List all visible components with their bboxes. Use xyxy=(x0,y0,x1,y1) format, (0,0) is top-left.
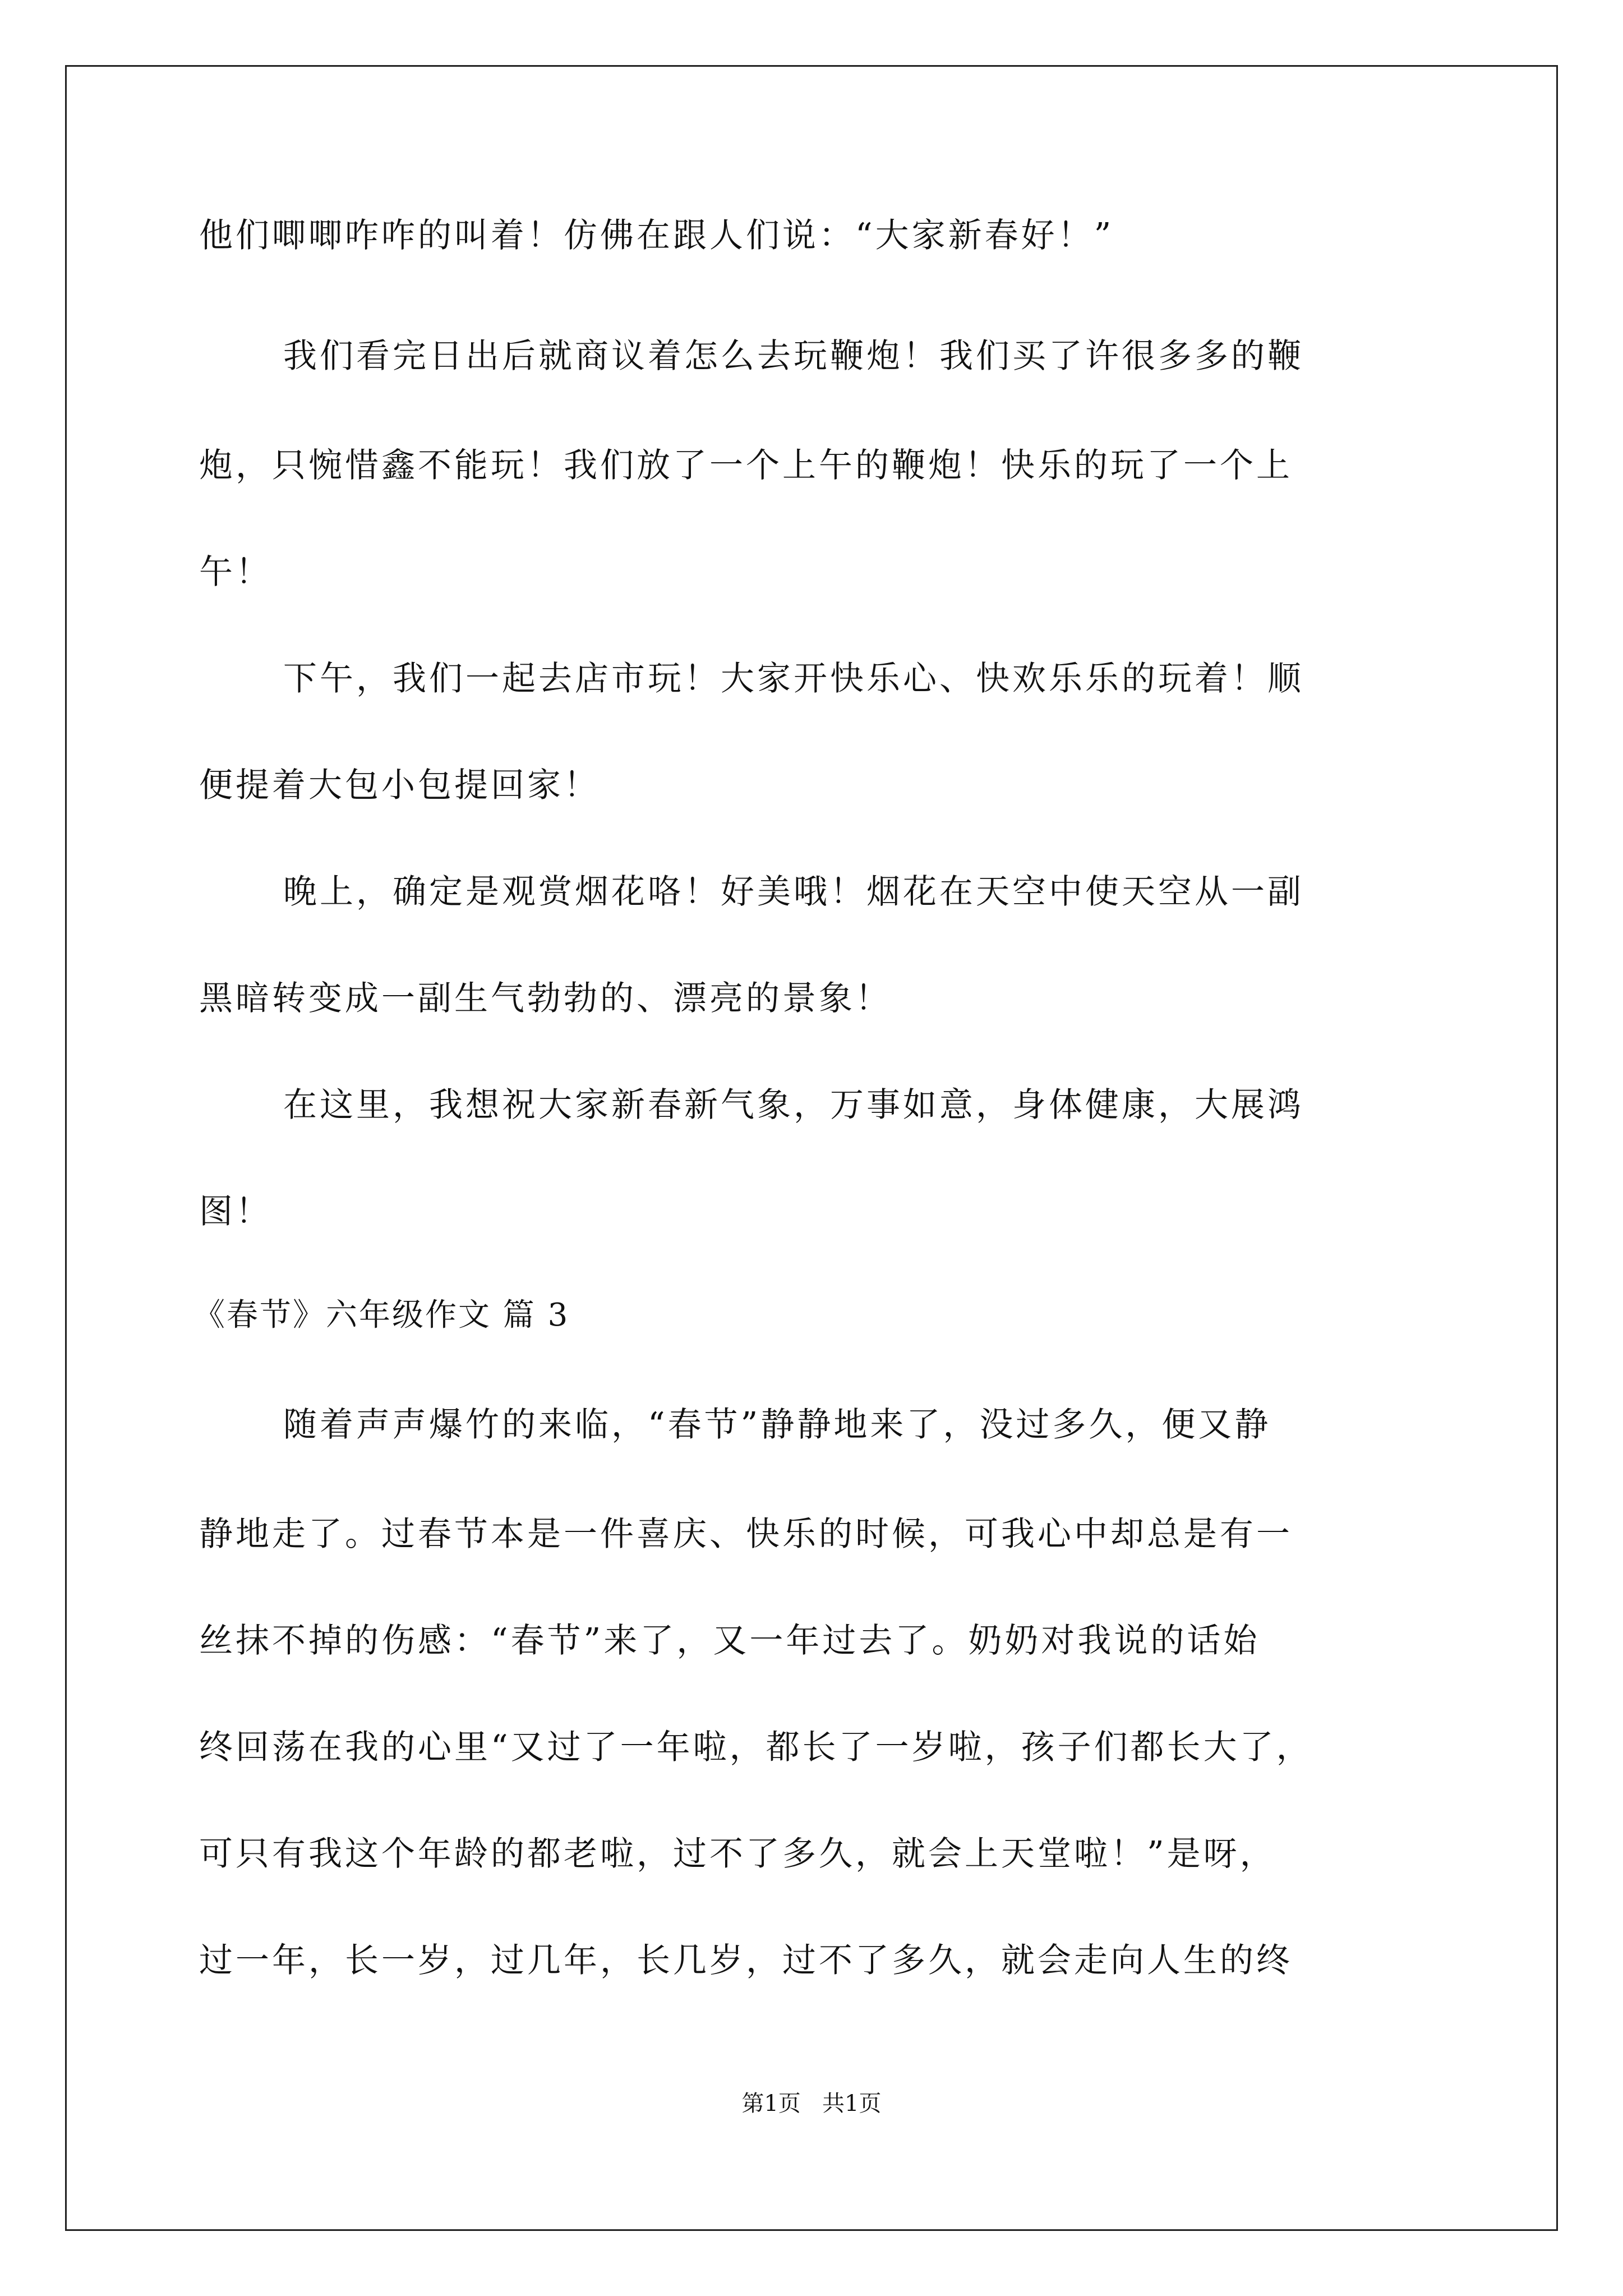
text-line: 终回荡在我的心里“又过了一年啦，都长了一岁啦，孩子们都长大了， xyxy=(199,1728,1313,1767)
text-line: 丝抹不掉的伤感：“春节”来了，又一年过去了。奶奶对我说的话始 xyxy=(199,1621,1260,1660)
text-line: 便提着大包小包提回家！ xyxy=(199,766,600,805)
page-border xyxy=(65,65,1558,2231)
text-line: 在这里，我想祝大家新春新气象，万事如意，身体健康，大展鸿 xyxy=(283,1085,1304,1125)
text-line: 过一年，长一岁，过几年，长几岁，过不了多久，就会走向人生的终 xyxy=(199,1941,1293,1980)
text-line: 可只有我这个年龄的都老啦，过不了多久，就会上天堂啦！”是呀， xyxy=(199,1834,1276,1874)
text-line: 静地走了。过春节本是一件喜庆、快乐的时候，可我心中却总是有一 xyxy=(199,1515,1293,1554)
text-line: 他们唧唧咋咋的叫着！仿佛在跟人们说：“大家新春好！” xyxy=(199,216,1114,255)
page-number-footer: 第1页 共1页 xyxy=(741,2091,882,2116)
text-line: 炮，只惋惜鑫不能玩！我们放了一个上午的鞭炮！快乐的玩了一个上 xyxy=(199,446,1293,485)
text-line: 晚上，确定是观赏烟花咯！好美哦！烟花在天空中使天空从一副 xyxy=(283,872,1304,912)
text-line: 黑暗转变成一副生气勃勃的、漂亮的景象！ xyxy=(199,979,892,1018)
text-line: 图！ xyxy=(199,1192,272,1231)
text-line: 午！ xyxy=(199,553,272,592)
text-line: 我们看完日出后就商议着怎么去玩鞭炮！我们买了许很多多的鞭 xyxy=(283,337,1304,376)
text-line: 随着声声爆竹的来临，“春节”静静地来了，没过多久，便又静 xyxy=(283,1405,1271,1444)
text-line: 下午，我们一起去店市玩！大家开快乐心、快欢乐乐的玩着！顺 xyxy=(283,659,1304,698)
section-heading: 《春节》六年级作文 篇 3 xyxy=(193,1297,570,1333)
